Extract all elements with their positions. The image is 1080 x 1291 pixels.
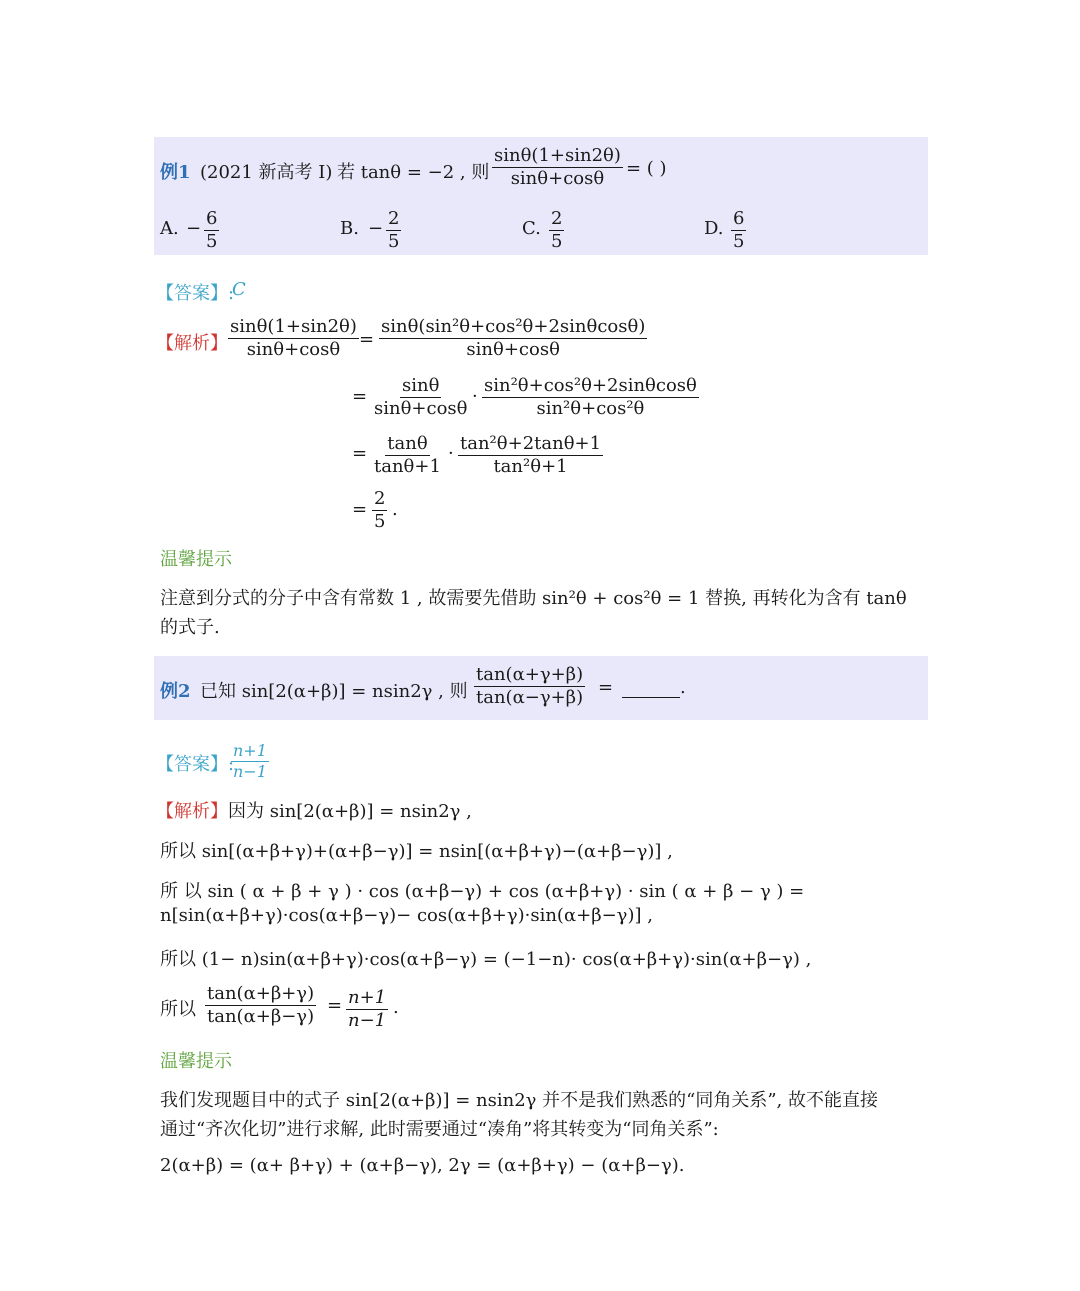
example1-question-tail: = ( )	[626, 158, 667, 179]
step4-equals: =	[352, 499, 368, 520]
step2-fraction-b: sin²θ+cos²θ+2sinθcosθ sin²θ+cos²θ	[484, 375, 697, 419]
step2-fraction-a: sinθ sinθ+cosθ	[374, 375, 468, 419]
step1-equals: =	[359, 329, 375, 350]
analysis2-equals: =	[327, 995, 343, 1016]
analysis2-line1: 因为 sin[2(α+β)] = nsin2γ ,	[228, 801, 472, 822]
step3-equals: =	[352, 443, 368, 464]
analysis2-line5: 所以 (1− n)sin(α+β+γ)·cos(α+β−γ) = (−1−n)· cos(α+β+γ)·sin(α+β−γ) ,	[160, 949, 812, 970]
analysis2-label: 【解析】	[156, 801, 228, 822]
example2-condition: 已知 sin[2(α+β)] = nsin2γ , 则	[200, 681, 468, 702]
step4-fraction: 2 5	[374, 488, 386, 532]
step3-dot: ·	[448, 443, 454, 464]
step3-fraction-b: tan²θ+2tanθ+1 tan²θ+1	[460, 433, 602, 477]
example1-question-fraction: sinθ(1+sin2θ) sinθ+cosθ	[494, 145, 621, 189]
analysis1-label: 【解析】	[156, 333, 228, 354]
analysis2-left-fraction: tan(α+β+γ) tan(α+β−γ)	[207, 983, 315, 1027]
tip2-line3: 2(α+β) = (α+ β+γ) + (α+β−γ), 2γ = (α+β+γ) − (α+β−γ).	[160, 1155, 685, 1176]
analysis2-line6-prefix: 所以	[160, 999, 196, 1020]
step1-left-fraction: sinθ(1+sin2θ) sinθ+cosθ	[230, 316, 357, 360]
analysis2-period: .	[393, 997, 399, 1018]
step4-period: .	[392, 499, 398, 520]
tip2-line1: 我们发现题目中的式子 sin[2(α+β)] = nsin2γ 并不是我们熟悉的“同角关系”, 故不能直接	[160, 1090, 878, 1111]
answer1-value: C	[232, 279, 246, 300]
step2-dot: ·	[472, 386, 478, 407]
answer1-label: 【答案】:	[156, 283, 235, 304]
example2-question-fraction: tan(α+γ+β) tan(α−γ+β)	[476, 664, 584, 708]
analysis2-line2: 所以 sin[(α+β+γ)+(α+β−γ)] = nsin[(α+β+γ)−(α+β−γ)] ,	[160, 841, 673, 862]
answer2-label: 【答案】:	[156, 754, 235, 775]
answer2-fraction: n+1 n−1	[233, 741, 267, 781]
step1-right-fraction: sinθ(sin²θ+cos²θ+2sinθcosθ) sinθ+cosθ	[381, 316, 646, 360]
analysis2-right-fraction: n+1 n−1	[348, 987, 387, 1031]
tip2-title: 温馨提示	[160, 1051, 232, 1072]
tip1-title: 温馨提示	[160, 549, 232, 570]
tip1-line1: 注意到分式的分子中含有常数 1 , 故需要先借助 sin²θ + cos²θ = 1 替换, 再转化为含有 tanθ	[160, 588, 907, 609]
example2-question-equals: =	[598, 677, 614, 698]
step2-equals: =	[352, 386, 368, 407]
example2-label: 例2	[160, 681, 191, 702]
step3-fraction-a: tanθ tanθ+1	[374, 433, 441, 477]
example1-source: (2021 新高考 I)	[200, 162, 333, 183]
answer-blank: .	[622, 677, 686, 698]
example1-label: 例1	[160, 162, 191, 183]
example1-condition: 若 tanθ = −2 , 则	[337, 162, 490, 183]
tip2-line2: 通过“齐次化切”进行求解, 此时需要通过“凑角”将其转变为“同角关系”:	[160, 1119, 719, 1140]
analysis2-line3: 所 以 sin ( α + β + γ ) · cos (α+β−γ) + cos (α+β+γ) · sin ( α + β − γ ) =	[160, 881, 805, 902]
tip1-line2: 的式子.	[160, 617, 220, 638]
analysis2-line4: n[sin(α+β+γ)·cos(α+β−γ)− cos(α+β+γ)·sin(α+β−γ)] ,	[160, 905, 653, 926]
